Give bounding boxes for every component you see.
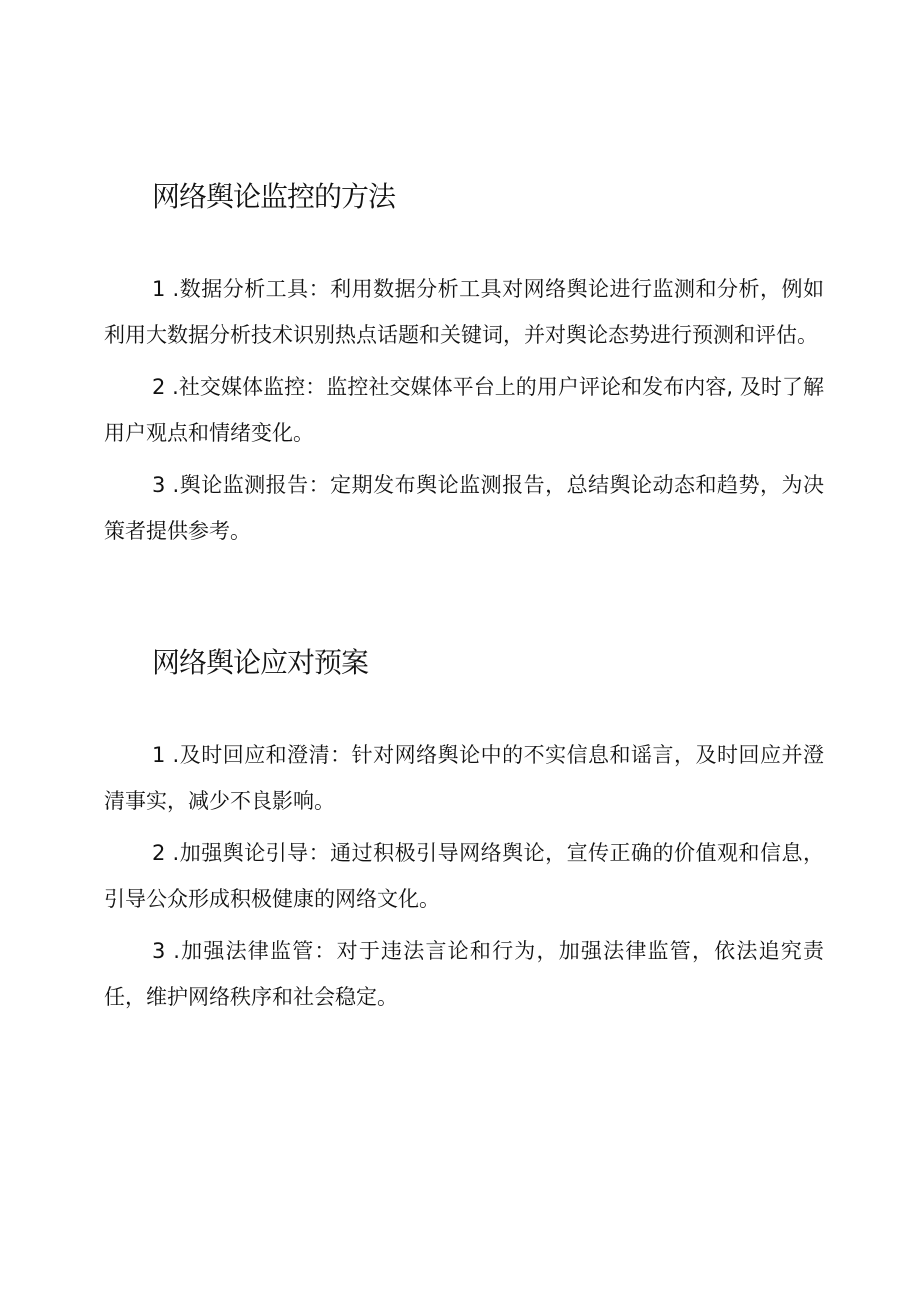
item-text: .数据分析工具：利用数据分析工具对网络舆论进行监测和分析，例如利用大数据分析技术识别热点话题和关键词，并对舆论态势进行预测和评估。 bbox=[104, 277, 824, 347]
list-item bbox=[104, 266, 824, 358]
document-body bbox=[104, 172, 824, 1020]
section-heading: 网络舆论监控的方法 bbox=[152, 180, 396, 213]
item-number: 2 bbox=[152, 375, 166, 399]
item-number: 3 bbox=[152, 939, 166, 963]
list-item bbox=[104, 830, 824, 922]
list-item bbox=[104, 462, 824, 554]
section-response-plan bbox=[104, 638, 824, 1020]
item-number: 1 bbox=[152, 743, 166, 767]
item-text: .社交媒体监控：监控社交媒体平台上的用户评论和发布内容, 及时了解用户观点和情绪变化。 bbox=[104, 375, 824, 445]
item-number: 3 bbox=[152, 473, 166, 497]
section-monitoring-methods bbox=[104, 172, 824, 554]
section-heading: 网络舆论应对预案 bbox=[152, 646, 369, 679]
item-text: .加强舆论引导：通过积极引导网络舆论，宣传正确的价值观和信息，引导公众形成积极健康的网络文化。 bbox=[104, 841, 824, 911]
section-items bbox=[104, 266, 824, 554]
list-item bbox=[104, 732, 824, 824]
section-items bbox=[104, 732, 824, 1020]
item-text: .加强法律监管：对于违法言论和行为，加强法律监管，依法追究责任，维护网络秩序和社会稳定。 bbox=[104, 939, 824, 1009]
list-item bbox=[104, 928, 824, 1020]
list-item bbox=[104, 364, 824, 456]
item-number: 2 bbox=[152, 841, 166, 865]
item-number: 1 bbox=[152, 277, 166, 301]
item-text: .舆论监测报告：定期发布舆论监测报告，总结舆论动态和趋势，为决策者提供参考。 bbox=[104, 473, 824, 543]
item-text: .及时回应和澄清：针对网络舆论中的不实信息和谣言，及时回应并澄清事实，减少不良影响。 bbox=[104, 743, 824, 813]
